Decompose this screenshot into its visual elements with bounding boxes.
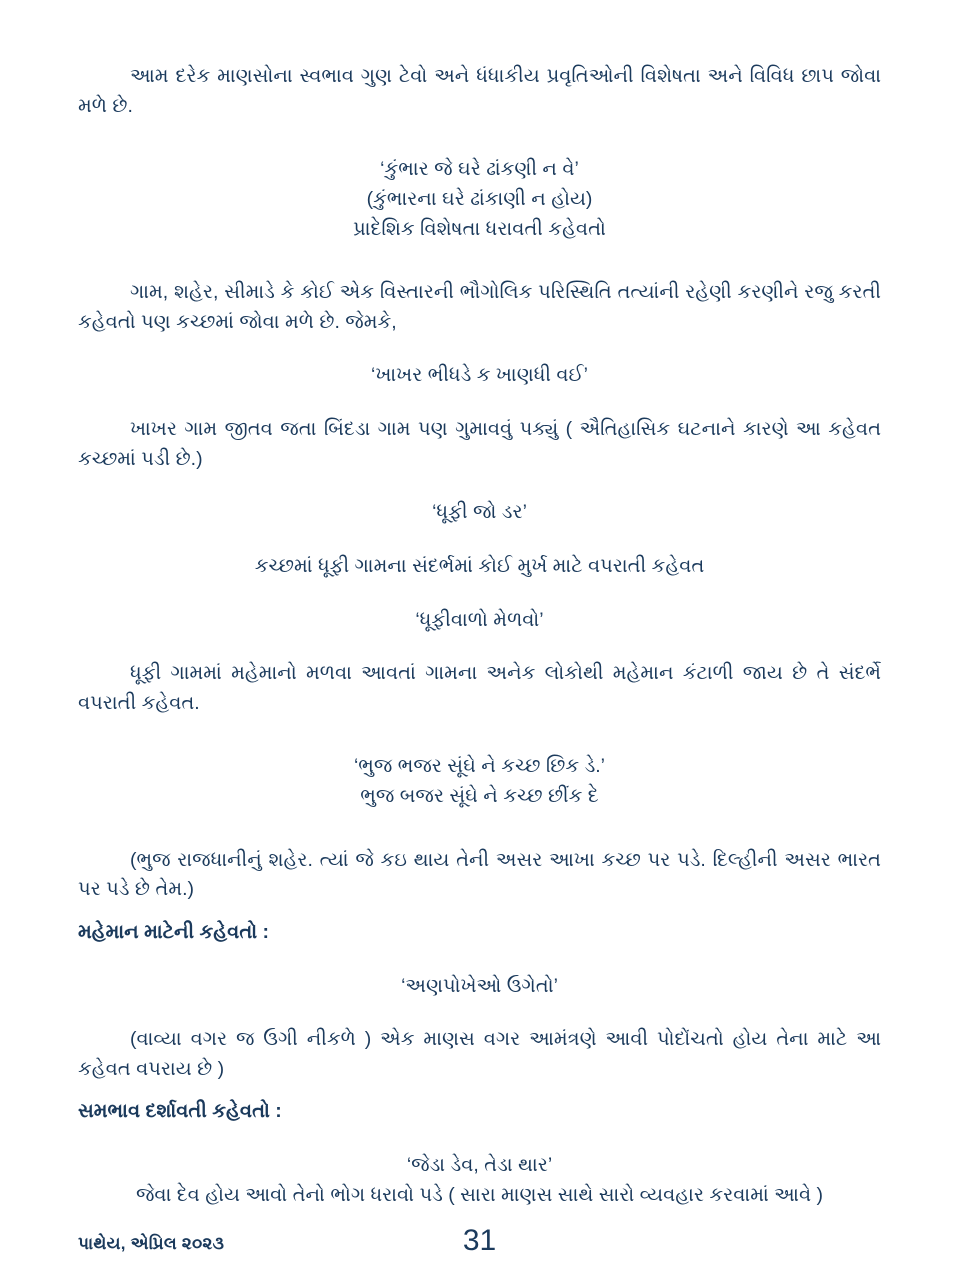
spacer	[78, 1127, 881, 1151]
proverb-bhuj-line-2: ભુજ બજર સૂંઘે ને કચ્છ છીંક દે	[360, 785, 599, 807]
proverb-dhufi-dar: ‘ધૂફી જો ડર’	[432, 501, 527, 524]
khakhar-explanation: ખાખર ગામ જીતવ જતા બિંદડા ગામ પણ ગુમાવવું પક્યું ( ઐતિહાસિક ઘટનાને કારણે આ કહેવત કચ્છમાં પડી છે.)	[78, 418, 881, 470]
intro-paragraph: આમ દરેક માણસોના સ્વભાવ ગુણ ટેવો અને ધંધાકીય પ્રવૃતિઓની વિશેષતા અને વિવિધ છાપ જોવા મળે છે.	[78, 65, 881, 117]
spacer	[78, 391, 881, 415]
spacer	[78, 528, 881, 552]
body-text	[78, 62, 881, 1210]
footer-publication-label: પાથેય, એપ્રિલ ૨૦૨૩	[78, 1234, 225, 1253]
spacer	[78, 948, 881, 972]
geography-paragraph: ગામ, શહેર, સીમાડે કે કોઈ એક વિસ્તારની ભૌગોલિક પરિસ્થિતિ તત્યાંની રહેણી કરણીને રજુ કરતી કહેવતો પણ કચ્છમાં જોવા મળે છે. જેમકે,	[78, 281, 881, 333]
anapokheo-explanation: (વાવ્યા વગર જ ઉગી નીકળે ) એક માણસ વગર આમંત્રણે આવી પોદોંચતો હોય તેના માટે આ કહેવત વપરાય છે )	[78, 1028, 881, 1080]
proverb-dhufivalo: ‘ધૂફીવાળો મેળવો’	[415, 608, 544, 631]
spacer	[78, 1084, 881, 1097]
spacer	[78, 812, 881, 846]
jeda-dev-explanation: જેવા દેવ હોય આવો તેનો ભોગ ધરાવો પડે ( સારા માણસ સાથે સારો વ્યવહાર કરવામાં આવે )	[135, 1183, 824, 1206]
spacer	[78, 905, 881, 918]
spacer	[78, 474, 881, 498]
bhuj-explanation: (ભુજ રાજધાનીનું શહેર. ત્યાં જે કઇ થાય તેની અસર આખા કચ્છ પર પડે. દિલ્હીની અસર ભારત પર પડે છે તેમ.)	[78, 848, 881, 901]
spacer	[78, 121, 881, 155]
dhufi-dar-explanation: કચ્છમાં ધૂફી ગામના સંદર્ભમાં કોઈ મુર્ખ માટે વપરાતી કહેવત	[254, 554, 705, 577]
proverb-jeda-dev: ‘જેડા ડેવ, તેડા થાર’	[406, 1154, 553, 1176]
spacer	[78, 582, 881, 606]
spacer	[78, 718, 881, 752]
page-footer	[0, 1218, 959, 1258]
dhufivalo-explanation: ધૂફી ગામમાં મહેમાનો મળવા આવતાં ગામના અનેક લોકોથી મહેમાન કંટાળી જાય છે તે સંદર્ભે વપરાતી કહેવત.	[78, 662, 881, 714]
proverb-bhuj-line-1: ‘ભુજ ભજર સૂંઘે ને કચ્છ છિક ડે.’	[353, 755, 606, 778]
proverb-khakhar: ‘ખાખર ભીધડે ક ખાણધી વઈ’	[371, 364, 588, 387]
spacer	[78, 337, 881, 361]
proverb-kumbhar-line-2: (કુંભારના ઘરે ઢાંકાણી ન હોય)	[366, 187, 593, 210]
spacer	[78, 1001, 881, 1025]
spacer	[78, 635, 881, 659]
proverb-kumbhar-line-3: પ્રાદેશિક વિશેષતા ધરાવતી કહેવતો	[353, 217, 606, 240]
spacer	[78, 244, 881, 278]
page-number: 31	[462, 1224, 497, 1257]
proverb-anapokheo: ‘અણપોખેઓ ઉગેતો’	[401, 974, 558, 997]
heading-equality-proverbs: સમભાવ દર્શાવતી કહેવતો :	[78, 1100, 282, 1123]
heading-guest-proverbs: મહેમાન માટેની કહેવતો :	[78, 920, 270, 943]
proverb-kumbhar-line-1: ‘કુંભાર જે ઘરે ઢાંકણી ન વે’	[380, 158, 579, 181]
